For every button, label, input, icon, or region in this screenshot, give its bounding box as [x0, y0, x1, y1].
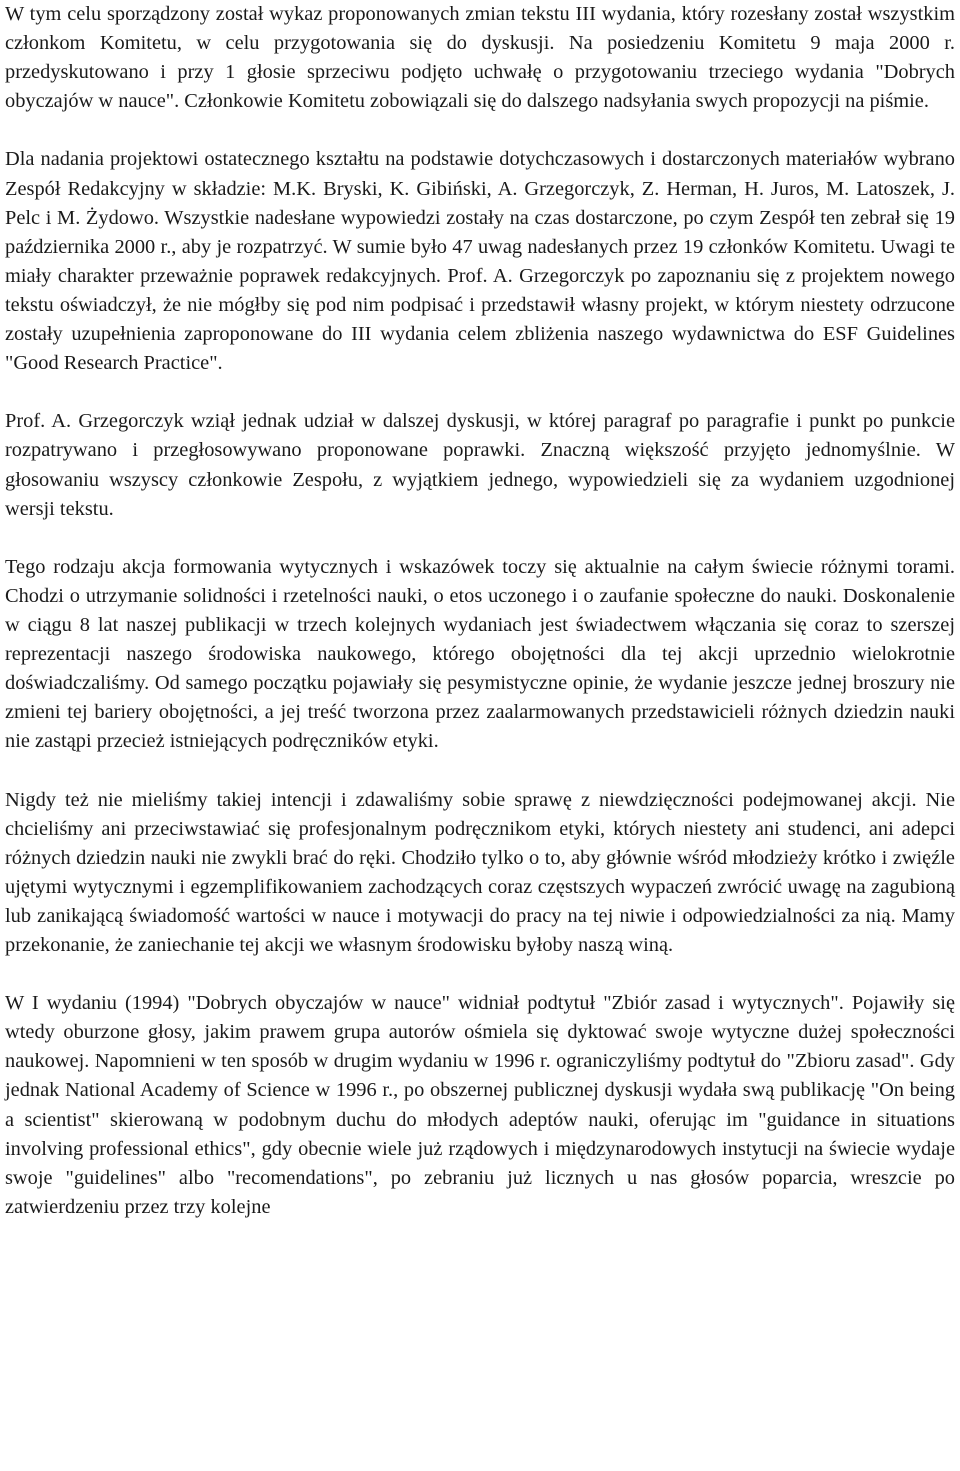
- document-body: [5, 0, 955, 1222]
- paragraph-1: W tym celu sporządzony został wykaz proponowanych zmian tekstu III wydania, który rozesłany został wszystkim członkom Komitetu, w celu przygotowania się do dyskusji. Na posiedzeniu Komitetu 9 maja 2000 r. przedyskutowano i przy 1 głosie sprzeciwu podjęto uchwałę o przygotowaniu trzeciego wydania "Dobrych obyczajów w nauce". Członkowie Komitetu zobowiązali się do dalszego nadsyłania swych propozycji na piśmie.: [5, 3, 955, 113]
- paragraph-5: Nigdy też nie mieliśmy takiej intencji i zdawaliśmy sobie sprawę z niewdzięczności podejmowanej akcji. Nie chcieliśmy ani przeciwstawiać się profesjonalnym podręcznikom etyki, których niestety ani studenci, ani adepci różnych dziedzin nauki nie zwykli brać do ręki. Chodziło tylko o to, aby głównie wśród młodzieży krótko i zwięźle ujętymi wytycznymi i egzemplifikowaniem zachodzących coraz częstszych wypaczeń zwrócić uwagę na zagubioną lub zanikającą świadomość wartości w nauce i motywacji do pracy na tej niwie i odpowiedzialności za nią. Mamy przekonanie, że zaniechanie tej akcji we własnym środowisku byłoby naszą winą.: [5, 788, 955, 956]
- paragraph-2: Dla nadania projektowi ostatecznego kształtu na podstawie dotychczasowych i dostarczonych materiałów wybrano Zespół Redakcyjny w składzie: M.K. Bryski, K. Gibiński, A. Grzegorczyk, Z. Herman, H. Juros, M. Latoszek, J. Pelc i M. Żydowo. Wszystkie nadesłane wypowiedzi zostały na czas dostarczone, po czym Zespół ten zebrał się 19 października 2000 r., aby je rozpatrzyć. W sumie było 47 uwag nadesłanych przez 19 członków Komitetu. Uwagi te miały charakter przeważnie poprawek redakcyjnych. Prof. A. Grzegorczyk po zapoznaniu się z projektem nowego tekstu oświadczył, że nie mógłby się pod nim podpisać i przedstawił własny projekt, w którym niestety odrzucone zostały uzupełnienia zaproponowane do III wydania celem zbliżenia naszego wydawnictwa do ESF Guidelines "Good Research Practice".: [5, 148, 955, 375]
- paragraph-4: Tego rodzaju akcja formowania wytycznych i wskazówek toczy się aktualnie na całym świecie różnymi torami. Chodzi o utrzymanie solidności i rzetelności nauki, o etos uczonego i o zaufanie społeczne do nauki. Doskonalenie w ciągu 8 lat naszej publikacji w trzech kolejnych wydaniach jest świadectwem włączania się coraz to szerszej reprezentacji naszego środowiska naukowego, którego obojętności dla tej akcji uprzednio wielokrotnie doświadczaliśmy. Od samego początku pojawiały się pesymistyczne opinie, że wydanie jeszcze jednej broszury nie zmieni tej bariery obojętności, a jej treść tworzona przez zaalarmowanych przedstawicieli różnych dziedzin nauki nie zastąpi przecież istniejących podręczników etyki.: [5, 555, 955, 753]
- paragraph-3: Prof. A. Grzegorczyk wziął jednak udział w dalszej dyskusji, w której paragraf po paragrafie i punkt po punkcie rozpatrywano i przegłosowywano proponowane poprawki. Znaczną większość przyjęto jednomyślnie. W głosowaniu wszyscy członkowie Zespołu, z wyjątkiem jednego, wypowiedzieli się za wydaniem uzgodnionej wersji tekstu.: [5, 410, 955, 520]
- paragraph-6: W I wydaniu (1994) "Dobrych obyczajów w nauce" widniał podtytuł "Zbiór zasad i wytycznych". Pojawiły się wtedy oburzone głosy, jakim prawem grupa autorów ośmiela się dyktować swoje wytyczne dużej społeczności naukowej. Napomnieni w ten sposób w drugim wydaniu w 1996 r. ograniczyliśmy podtytuł do "Zbioru zasad". Gdy jednak National Academy of Science w 1996 r., po obszernej publicznej dyskusji wydała swą publikację "On being a scientist" skierowaną w podobnym duchu do młodych adeptów nauki, oferując im "guidance in situations involving professional ethics", gdy obecnie wiele już rządowych i międzynarodowych instytucji na świecie wydaje swoje "guidelines" albo "recomendations", po zebraniu już licznych u nas głosów poparcia, wreszcie po zatwierdzeniu przez trzy kolejne: [5, 992, 955, 1218]
